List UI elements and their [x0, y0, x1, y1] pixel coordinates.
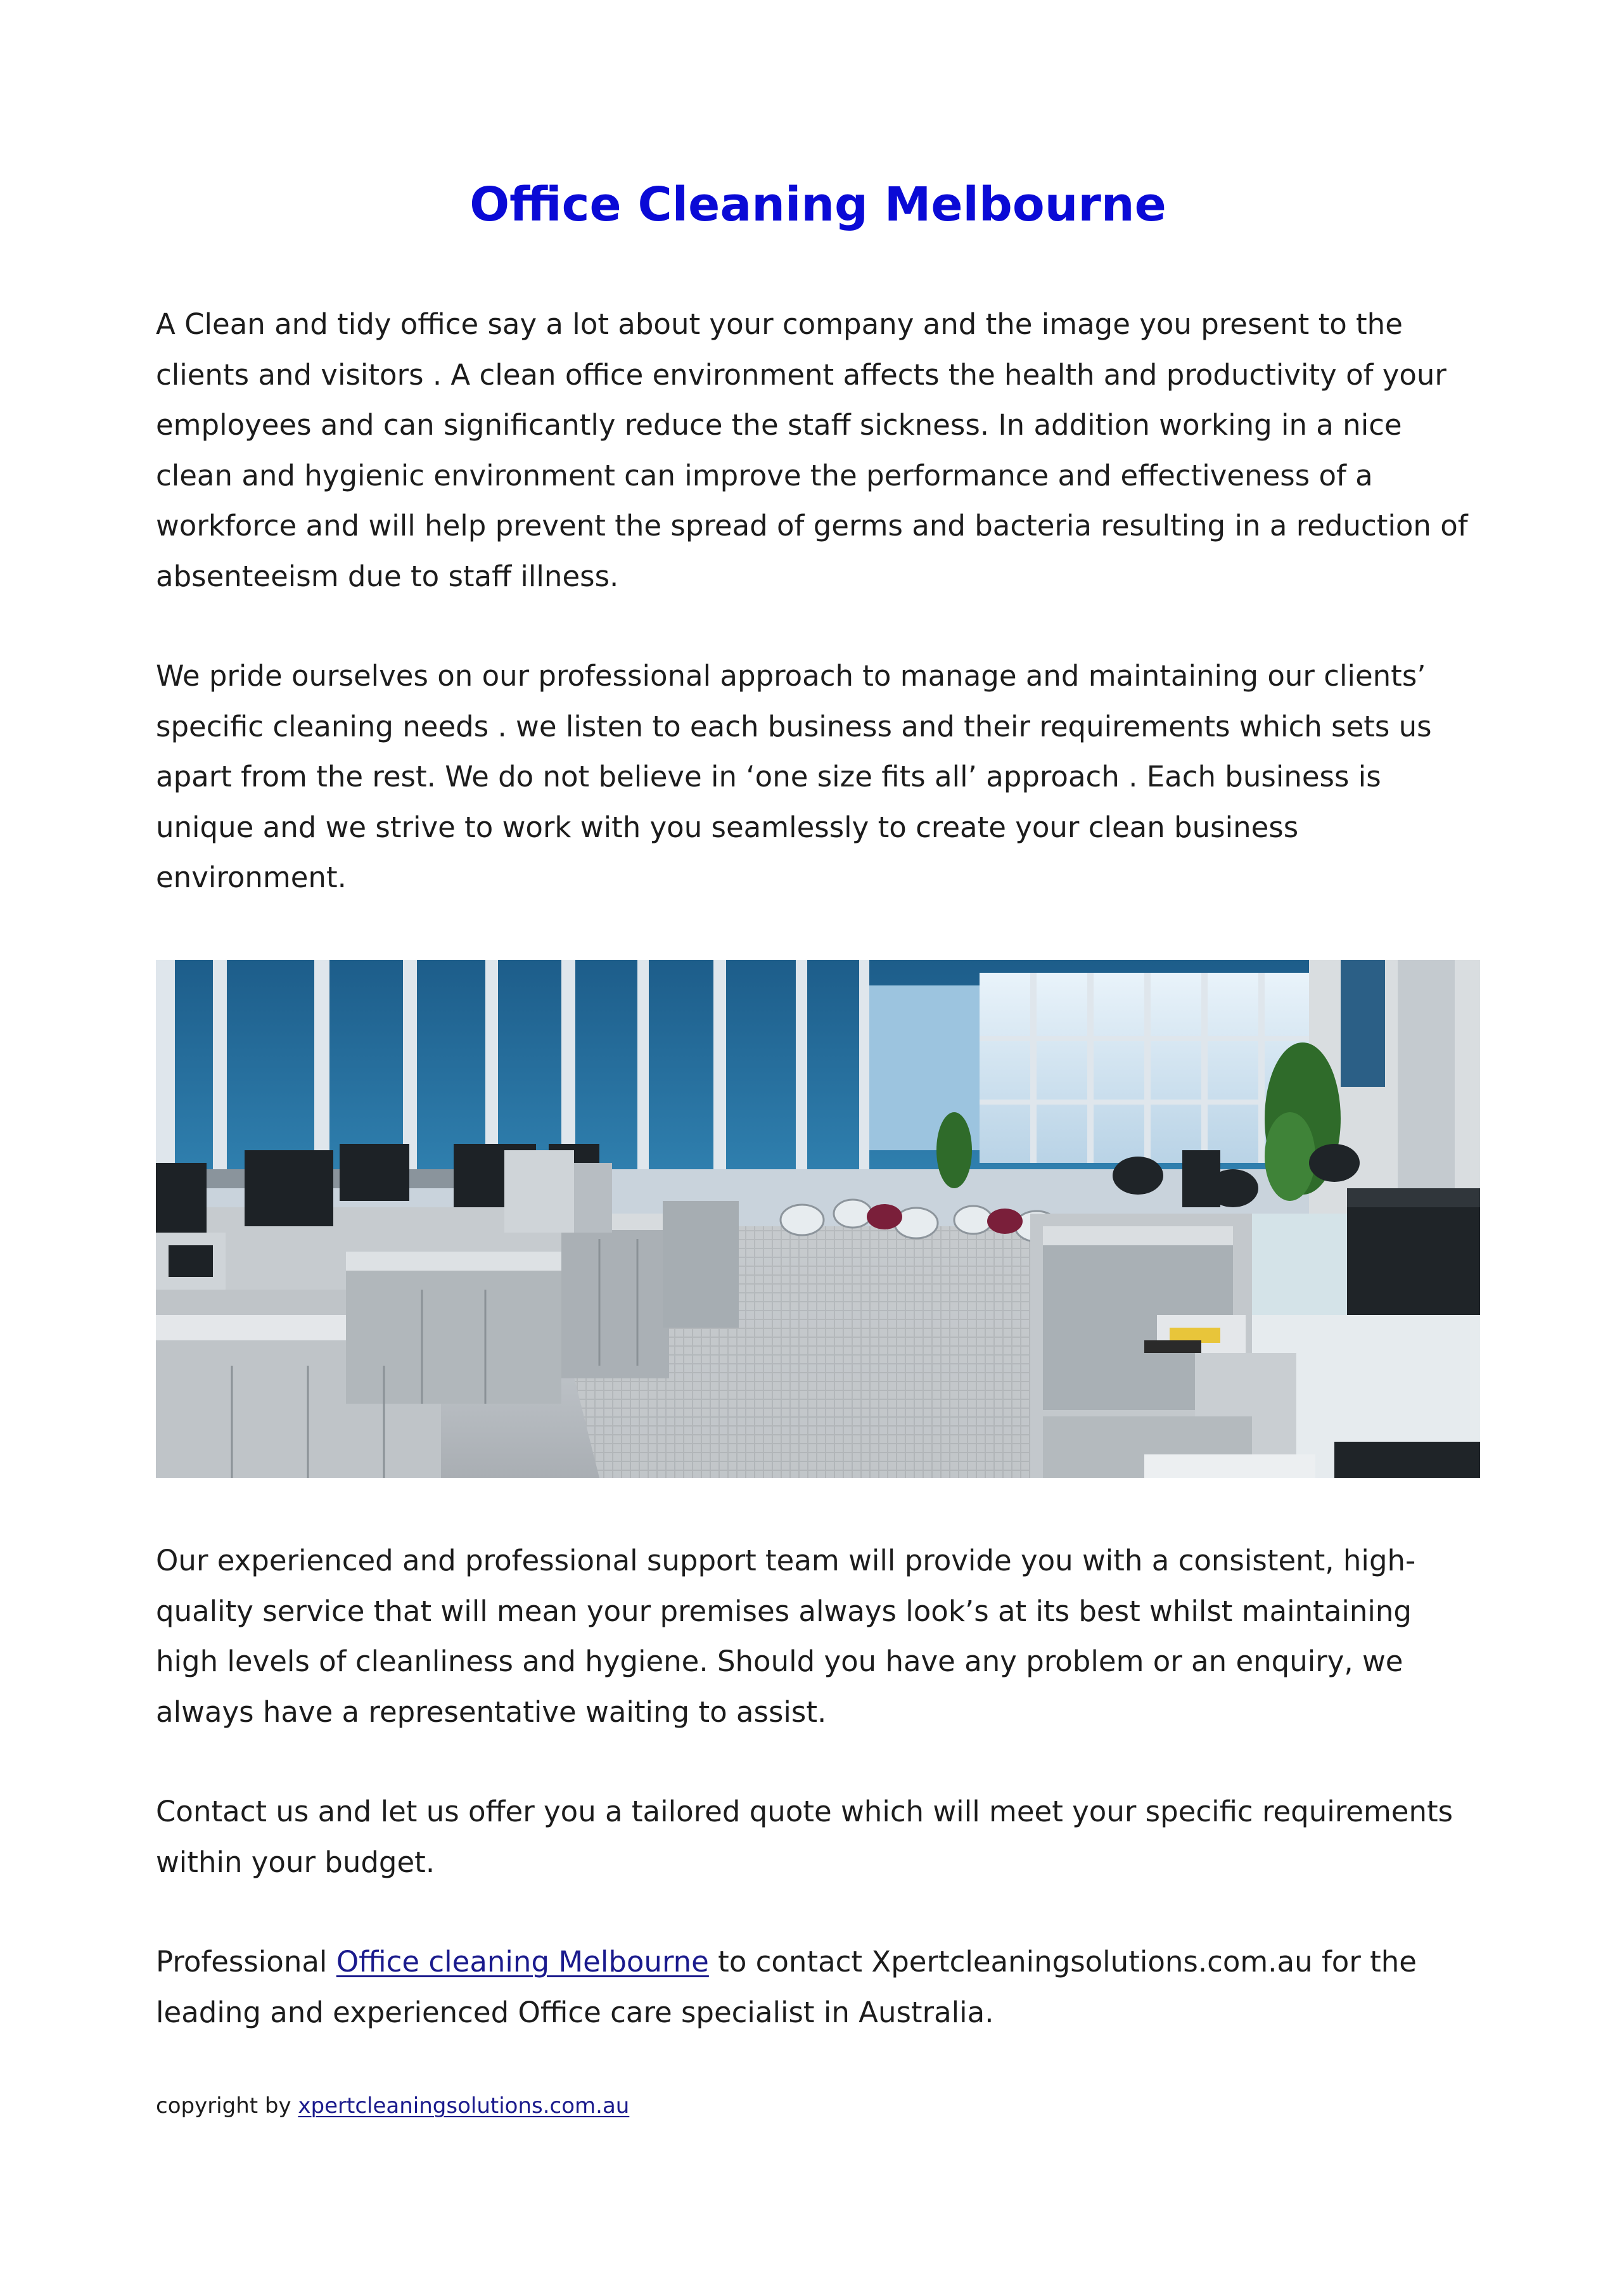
contact-paragraph: Contact us and let us offer you a tailored quote which will meet your specific requirements within your budget.: [156, 1795, 1453, 1879]
office-cleaning-melbourne-link[interactable]: Office cleaning Melbourne: [336, 1945, 709, 1979]
page-title: Office Cleaning Melbourne: [469, 177, 1166, 232]
office-photo: [156, 960, 1480, 1478]
intro-paragraph: A Clean and tidy office say a lot about your company and the image you present to the clients and visitors . A clean office environment affects the health and productivity of your employees and can significantly reduce the staff sickness. In addition working in a nice clean and hygienic environment can improve the performance and effectiveness of a workforce and will help prevent the spread of germs and bacteria resulting in a reduction of absenteeism due to staff illness.: [156, 307, 1468, 593]
closing-paragraph: [156, 1937, 1480, 2037]
closing-paragraph-suffix: to contact Xpertcleaningsolutions.com.au for the leading and experienced Office care specialist in Australia.: [156, 1945, 1417, 2029]
copyright-prefix: copyright by: [156, 2093, 298, 2119]
closing-paragraph-prefix: Professional: [156, 1945, 336, 1979]
support-team-paragraph: Our experienced and professional support team will provide you with a consistent, high-quality service that will mean your premises always look’s at its best whilst maintaining high levels of cleanliness and hygiene. Should you have any problem or an enquiry, we always have a representative waiting to assist.: [156, 1544, 1416, 1729]
copyright-site-link[interactable]: xpertcleaningsolutions.com.au: [298, 2093, 630, 2119]
approach-paragraph: We pride ourselves on our professional approach to manage and maintaining our clients’ specific cleaning needs . we listen to each business and their requirements which sets us apart from the rest. We do not believe in ‘one size fits all’ approach . Each business is unique and we strive to work with you seamlessly to create your clean business environment.: [156, 659, 1432, 894]
copyright-footer: [156, 2091, 629, 2120]
